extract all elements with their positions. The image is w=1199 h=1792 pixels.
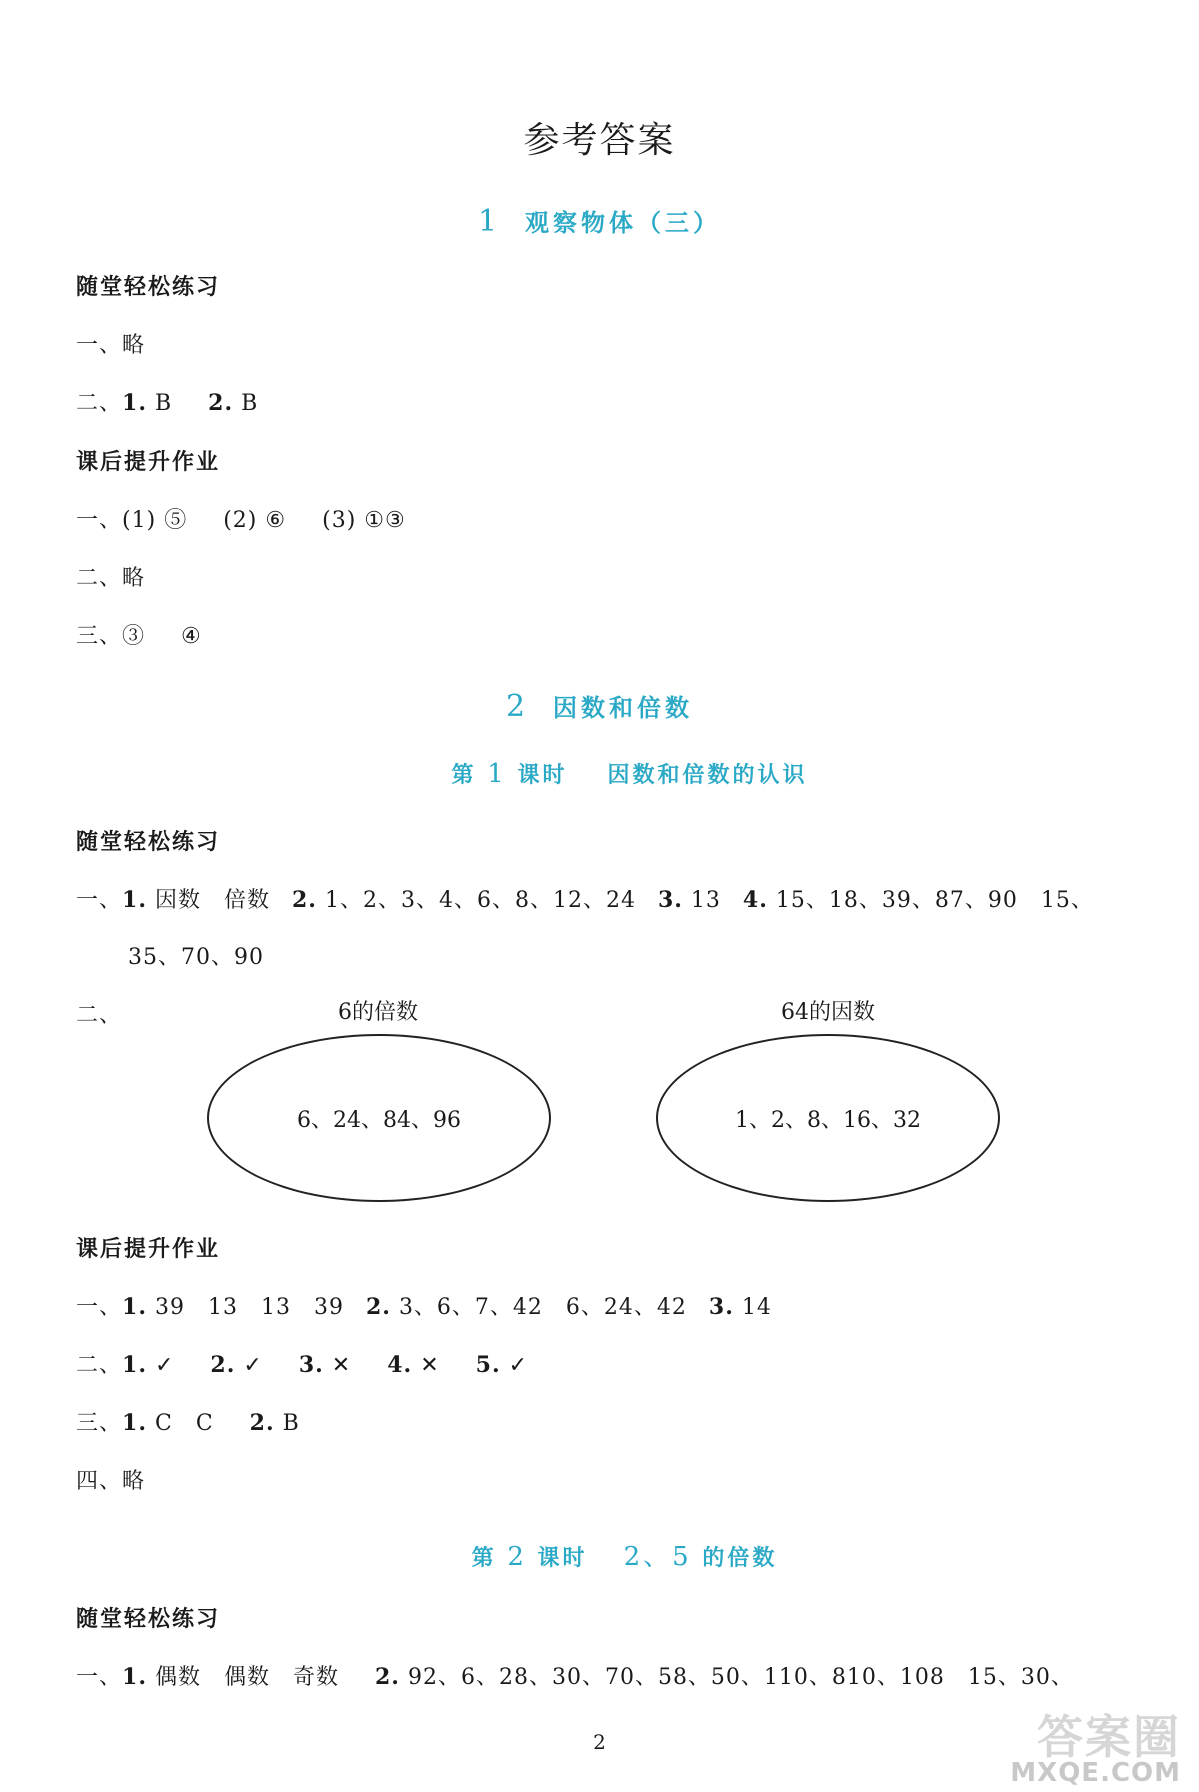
section-heading: 课后提升作业: [76, 450, 221, 475]
answer-line: 三、1. C C 2. B: [76, 1410, 300, 1436]
answer-line: 一、1. 39 13 13 39 2. 3、6、7、42 6、24、42 3. 14: [76, 1294, 772, 1320]
oval-factors-of-64: [656, 1034, 1000, 1202]
section-heading: 随堂轻松练习: [76, 830, 221, 855]
chapter-1-title: 观察物体（三）: [525, 209, 722, 237]
section-heading: 课后提升作业: [76, 1237, 221, 1262]
watermark-logo: [1010, 1710, 1181, 1788]
chapter-1-heading: [0, 203, 1199, 239]
answer-prefix: 二、: [76, 1003, 123, 1028]
section-heading: 随堂轻松练习: [76, 275, 221, 300]
answer-line: 二、略: [76, 566, 146, 591]
answer-line: 二、1. B 2. B: [76, 390, 259, 416]
lesson-1-heading: 第 1 课时 因数和倍数的认识: [451, 759, 808, 789]
answer-line: 二、1. ✓ 2. ✓ 3. ✕ 4. ✕ 5. ✓: [76, 1352, 529, 1378]
oval-label-factors: 64的因数: [781, 1000, 875, 1025]
answer-line-continued: 35、70、90: [128, 945, 264, 970]
chapter-2-heading: [0, 688, 1199, 724]
chapter-1-number: 1: [477, 204, 502, 239]
chapter-2-number: 2: [505, 689, 530, 724]
answer-line: 三、③ ④: [76, 624, 202, 649]
page-number: 2: [593, 1730, 606, 1754]
answer-line: 一、1. 偶数 偶数 奇数 2. 92、6、28、30、70、58、50、110、810、108 15、30、: [76, 1664, 1074, 1690]
lesson-2-heading: 第 2 课时 2、5 的倍数: [471, 1542, 778, 1572]
oval-content: 1、2、8、16、32: [735, 1107, 921, 1133]
answer-line: 四、略: [76, 1469, 146, 1494]
oval-multiples-of-6: [207, 1034, 551, 1202]
page-title: 参考答案: [523, 120, 676, 161]
watermark-text: 答案圈: [1037, 1710, 1181, 1764]
answer-line: 一、(1) ⑤ (2) ⑥ (3) ①③: [76, 508, 406, 533]
answer-line: 一、1. 因数 倍数 2. 1、2、3、4、6、8、12、24 3. 13 4. 15、18、39、87、90 15、: [76, 887, 1094, 913]
answer-line: 一、略: [76, 333, 146, 358]
oval-label-multiples: 6的倍数: [338, 1000, 418, 1025]
chapter-2-title: 因数和倍数: [553, 694, 694, 722]
section-heading: 随堂轻松练习: [76, 1607, 221, 1632]
watermark-url: MXQE.COM: [1010, 1758, 1181, 1788]
oval-content: 6、24、84、96: [297, 1107, 461, 1133]
